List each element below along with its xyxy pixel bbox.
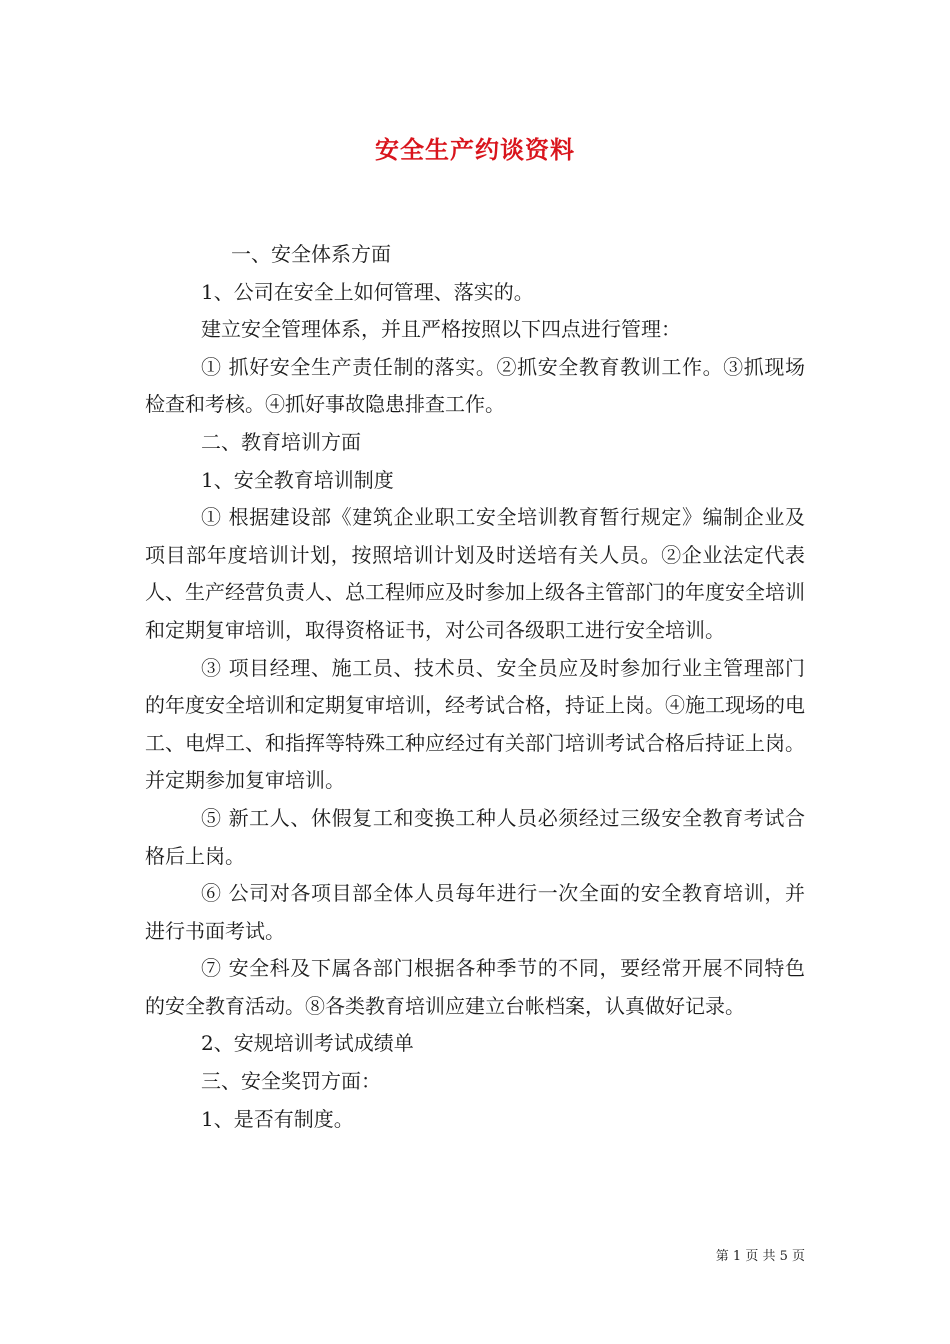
paragraph: ⑤ 新工人、休假复工和变换工种人员必须经过三级安全教育考试合格后上岗。 xyxy=(145,805,805,868)
section-heading: 二、教育培训方面 xyxy=(201,429,361,454)
paragraph: ① 抓好安全生产责任制的落实。②抓安全教育教训工作。③抓现场检查和考核。④抓好事故隐患排查工作。 xyxy=(145,354,805,417)
paragraph: 建立安全管理体系，并且严格按照以下四点进行管理： xyxy=(201,317,681,342)
paragraph: 1、公司在安全上如何管理、落实的。 xyxy=(201,279,534,304)
paragraph: 1、安全教育培训制度 xyxy=(201,467,394,492)
section-heading: 三、安全奖罚方面： xyxy=(201,1069,381,1094)
paragraph: ⑥ 公司对各项目部全体人员每年进行一次全面的安全教育培训，并进行书面考试。 xyxy=(145,881,805,943)
paragraph: 1、是否有制度。 xyxy=(201,1106,354,1131)
paragraph: ① 根据建设部《建筑企业职工安全培训教育暂行规定》编制企业及项目部年度培训计划，按照培训计划及时送培有关人员。②企业法定代表人、生产经营负责人、总工程师应及时参加上级各主管部门的年度安全培训和定期复审培训，取得资格证书，对公司各级职工进行安全培训。 xyxy=(145,505,805,642)
paragraph: ⑦ 安全科及下属各部门根据各种季节的不同，要经常开展不同特色的安全教育活动。⑧各类教育培训应建立台帐档案，认真做好记录。 xyxy=(145,956,805,1018)
document-body xyxy=(145,236,805,1138)
document-title: 安全生产约谈资料 xyxy=(375,135,575,164)
paragraph: 2、安规培训考试成绩单 xyxy=(201,1031,414,1056)
paragraph: ③ 项目经理、施工员、技术员、安全员应及时参加行业主管理部门的年度安全培训和定期复审培训，经考试合格，持证上岗。④施工现场的电工、电焊工、和指挥等特殊工种应经过有关部门培训考试合格后持证上岗。并定期参加复审培训。 xyxy=(145,655,805,793)
page-number: 第 1 页 共 5 页 xyxy=(715,1249,805,1264)
section-heading: 一、安全体系方面 xyxy=(231,242,391,266)
